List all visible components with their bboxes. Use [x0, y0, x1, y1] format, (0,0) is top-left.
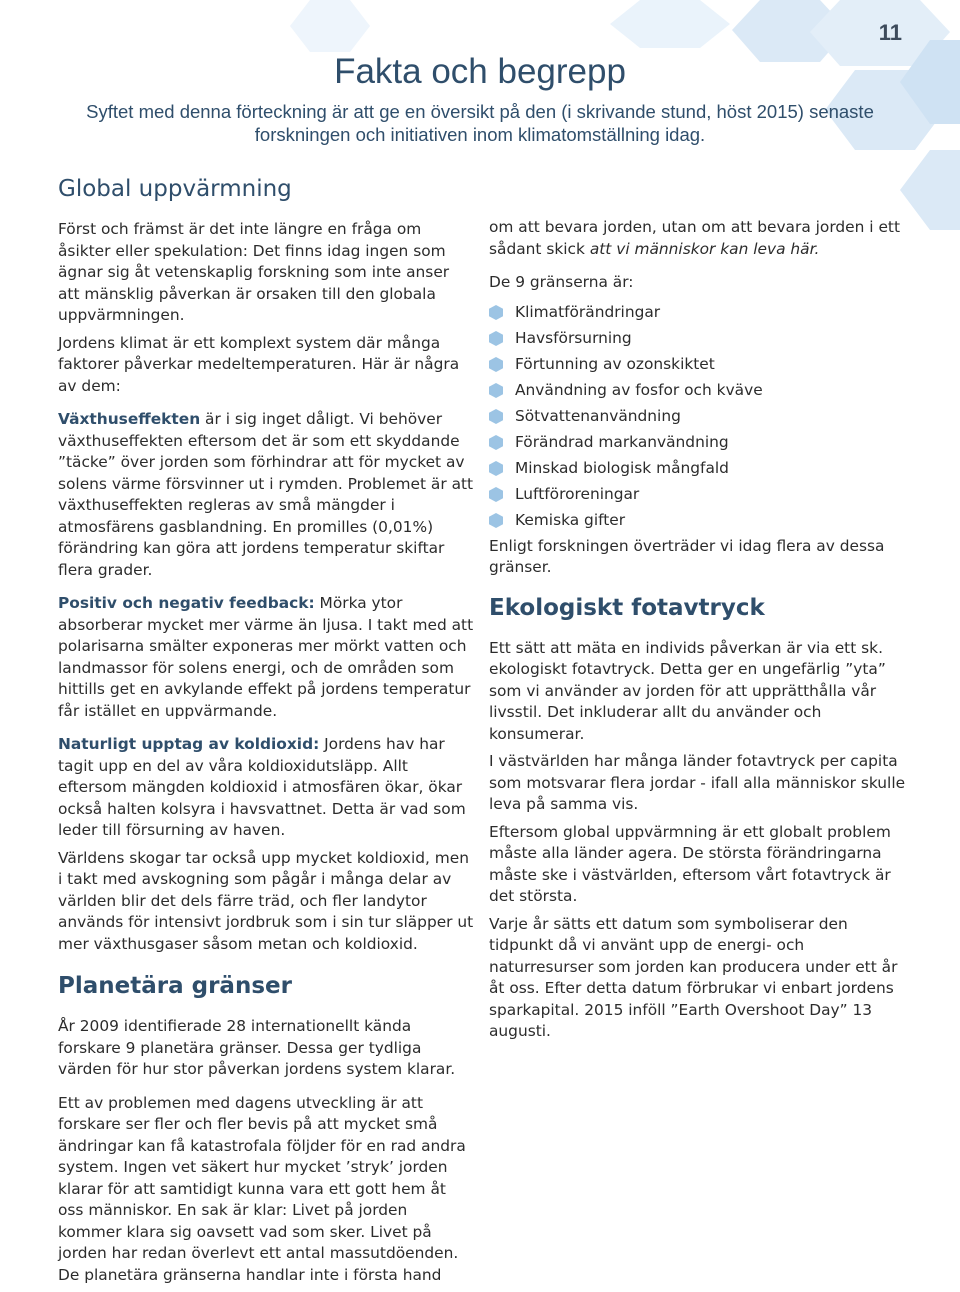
list-item: [489, 326, 907, 352]
planetara-continuation: [489, 217, 907, 260]
list-item: [489, 300, 907, 326]
vaxthus-paragraph: [58, 409, 474, 581]
koldioxid-text: Jordens hav har tagit upp en del av våra koldioxidutsläpp. Allt eftersom mängden koldioxid i atmosfären ökar, ökar också halten kolsyra i havsvattnet. Detta är vad som leder till försurning av haven.: [58, 735, 466, 839]
hexagon-bullet-icon: [489, 435, 503, 450]
hexagon-bullet-icon: [489, 383, 503, 398]
hexagon-bullet-icon: [489, 305, 503, 320]
list-item: [489, 482, 907, 508]
eko-heading: Ekologiskt fotavtryck: [489, 594, 765, 621]
global-heading: Global uppvärmning: [58, 176, 292, 202]
eko-paragraph-4: Varje år sätts ett datum som symboliserar den tidpunkt då vi använt upp de energi- och naturresurser som jorden kan producera under ett år åt oss. Efter detta datum förbrukar vi enbart jordens sparkapital. 2015 inföll ”Earth Overshoot Day” 13 augusti.: [489, 914, 898, 1040]
planetara-paragraph-1: År 2009 identifierade 28 internationellt kända forskare 9 planetära gränser. Dessa ger tydliga värden för hur stor påverkan jordens system klarar.: [58, 1017, 456, 1078]
list-item: [489, 352, 907, 378]
koldioxid-paragraph: [58, 734, 474, 842]
hexagon-bullet-icon: [489, 357, 503, 372]
boundaries-list: [489, 300, 907, 534]
right-column: [489, 217, 907, 1049]
list-item-label: Sötvattenanvändning: [515, 406, 681, 425]
eko-paragraph-1: Ett sätt att mäta en individs påverkan är via ett sk. ekologiskt fotavtryck. Detta ger en ungefärlig ”yta” som vi använder av jorden för att upprätthålla vår livsstil. Det inkluderar allt du använder och konsumerar.: [489, 638, 886, 743]
vaxthus-text: är i sig inget dåligt. Vi behöver växthuseffekten eftersom det är som ett skyddande ”täcke” över jorden som förhindrar att för mycket av solens värme försvinner ut i rymden. Problemet är att växthuseffekten regleras av små mängder i atmosfärens gasblandning. En promilles (0,01%) förändring kan göra att jordens temperatur skiftar flera grader.: [58, 410, 474, 579]
list-item-label: Minskad biologisk mångfald: [515, 458, 729, 477]
hexagon-bullet-icon: [489, 487, 503, 502]
planetara-paragraph-2: Ett av problemen med dagens utveckling är att forskare ser fler och fler bevis på att mycket små ändringar kan få katastrofala följder för en rad andra system. Ingen vet säkert hur mycket ’stryk’ jorden klarar för att samtidigt kunna vara ett gott hem åt oss människor. En sak är klar: Livet på jorden kommer klara sig oavsett vad som sker. Livet på jorden har redan överlevt ett antal massutdöenden. De planetära gränserna handlar inte i första hand: [58, 1093, 466, 1284]
planetara-continuation-text: om att bevara jorden, utan om att bevara jorden i ett sådant skick: [489, 218, 900, 258]
eko-paragraph-3: Eftersom global uppvärmning är ett globalt problem måste alla länder agera. De största förändringarna måste ske i västvärlden, eftersom vårt fotavtryck är det största.: [489, 822, 891, 905]
list-item-label: Förtunning av ozonskiktet: [515, 354, 715, 373]
hexagon-bullet-icon: [489, 409, 503, 424]
list-item: [489, 508, 907, 534]
feedback-text: Mörka ytor absorberar mycket mer värme än ljusa. I takt med att polarisarna smälter exponeras mer mörkt vatten och landmassor för solens energi, och de områden som hittills get en avkylande effekt på jordens temperatur får istället en uppvärmande.: [58, 594, 474, 720]
list-item: [489, 378, 907, 404]
boundaries-conclusion: Enligt forskningen överträder vi idag flera av dessa gränser.: [489, 536, 885, 576]
left-column: [58, 174, 474, 1292]
hexagon-bullet-icon: [489, 513, 503, 528]
list-item-label: Havsförsurning: [515, 328, 632, 347]
list-item-label: Kemiska gifter: [515, 510, 626, 529]
skogar-paragraph: Världens skogar tar också upp mycket koldioxid, men i takt med avskogning som pågår i många delar av världen blir det dels färre träd, och fler landytor används för intensivt jordbruk som i sin tur släpper ut mer växthusgaser såsom metan och koldioxid.: [58, 848, 474, 953]
hexagon-bullet-icon: [489, 331, 503, 346]
planetara-continuation-emphasis: att vi människor kan leva här.: [589, 239, 820, 258]
boundaries-intro: De 9 gränserna är:: [489, 273, 634, 291]
list-item-label: Luftföroreningar: [515, 484, 640, 503]
vaxthus-term: Växthuseffekten: [58, 410, 201, 428]
page-number: 11: [878, 20, 902, 45]
page-subtitle: Syftet med denna förteckning är att ge en översikt på den (i skrivande stund, höst 2015) senaste forskningen och initiativen inom klimatomställning idag.: [86, 101, 874, 145]
list-item: [489, 456, 907, 482]
list-item-label: Förändrad markanvändning: [515, 432, 729, 451]
feedback-term: Positiv och negativ feedback:: [58, 594, 315, 612]
hexagon-bullet-icon: [489, 461, 503, 476]
page-title: Fakta och begrepp: [334, 52, 626, 91]
global-paragraph-2: Jordens klimat är ett komplext system där många faktorer påverkar medeltemperaturen. Här är några av dem:: [58, 333, 460, 395]
list-item-label: Klimatförändringar: [515, 302, 661, 321]
global-paragraph-1: Först och främst är det inte längre en fråga om åsikter eller spekulation: Det finns idag ingen som ägnar sig åt vetenskaplig forskning som inte anser att mänsklig påverkan är orsaken till den globala uppvärmningen.: [58, 220, 450, 324]
planetara-heading: Planetära gränser: [58, 973, 292, 999]
list-item: [489, 404, 907, 430]
list-item: [489, 430, 907, 456]
koldioxid-term: Naturligt upptag av koldioxid:: [58, 735, 320, 753]
eko-paragraph-2: I västvärlden har många länder fotavtryck per capita som motsvarar flera jordar - ifall alla människor skulle leva på samma vis.: [489, 752, 906, 813]
list-item-label: Användning av fosfor och kväve: [515, 380, 763, 399]
feedback-paragraph: [58, 593, 474, 722]
